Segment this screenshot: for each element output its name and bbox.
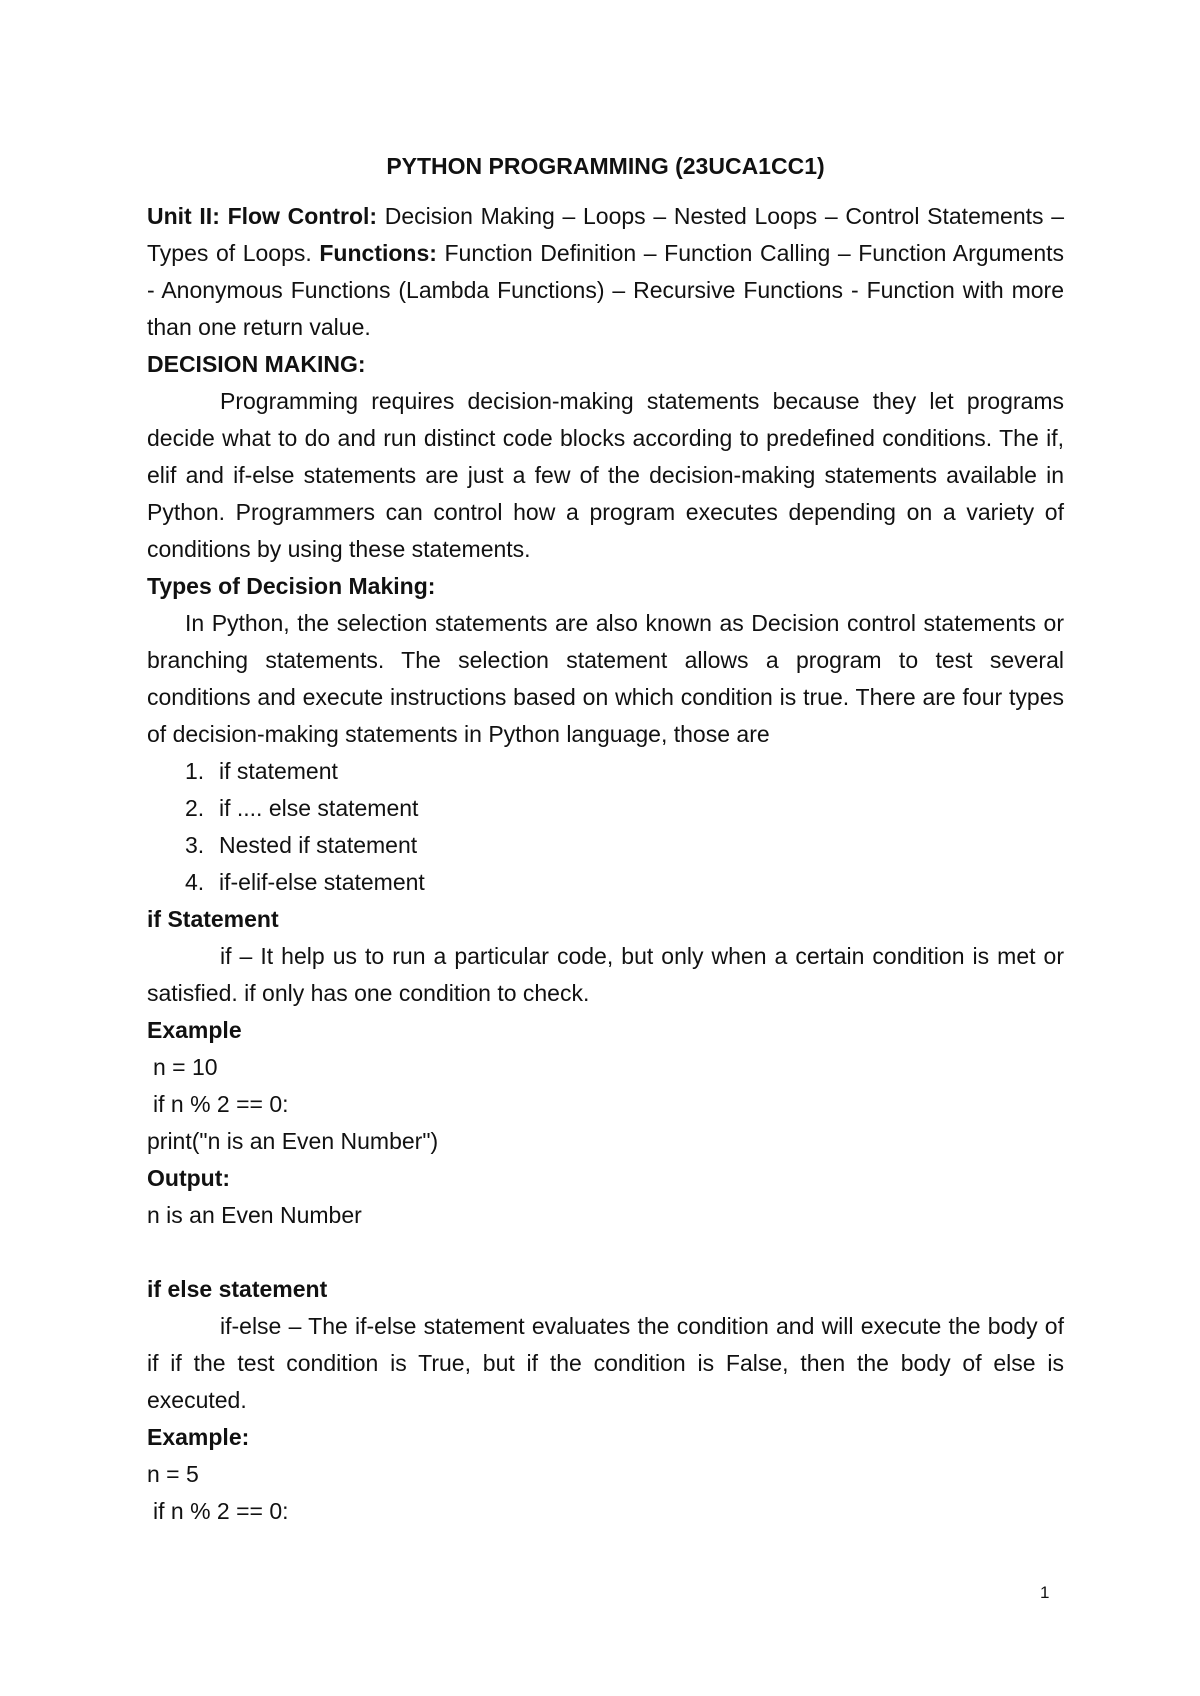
page-number: 1 [1040, 1583, 1050, 1602]
if-statement-paragraph: if – It help us to run a particular code, but only when a certain condition is met or satisfied. if only has one condition to check. [147, 943, 1064, 1006]
page-content [147, 148, 1064, 1530]
functions-label: Functions: [319, 240, 437, 266]
list-item-number: 1. [185, 758, 205, 784]
code-line: n = 5 [147, 1461, 199, 1487]
list-item-text: if statement [219, 758, 338, 784]
unit-summary [147, 198, 1064, 346]
code-line: if n % 2 == 0: [153, 1498, 289, 1524]
code-line: if n % 2 == 0: [153, 1091, 289, 1117]
if-statement-heading: if Statement [147, 906, 279, 932]
list-item-number: 4. [185, 869, 205, 895]
list-item-number: 3. [185, 832, 205, 858]
list-item-number: 2. [185, 795, 205, 821]
types-paragraph: In Python, the selection statements are also known as Decision control statements or branching statements. The selection statement allows a program to test several conditions and execute instructions based on which condition is true. There are four types of decision-making statements in Python language, those are [147, 610, 1064, 747]
functions-text: Function Definition – Function Calling – Function Arguments - Anonymous Functions (Lambda Functions) – Recursive Functions - Function with more than one return value. [147, 240, 1064, 340]
decision-making-heading: DECISION MAKING: [147, 351, 366, 377]
list-item [147, 790, 1064, 827]
flow-control-label: Flow Control: [227, 203, 378, 229]
list-item-text: if-elif-else statement [219, 869, 425, 895]
list-item [147, 753, 1064, 790]
code-line: print("n is an Even Number") [147, 1128, 439, 1154]
list-item [147, 864, 1064, 901]
flow-control-text: Decision Making – Loops – Nested Loops – Control Statements – Types of Loops. [147, 203, 1064, 266]
if-else-example-label: Example: [147, 1424, 250, 1450]
if-example-label: Example [147, 1017, 242, 1043]
output-line: n is an Even Number [147, 1202, 362, 1228]
if-else-heading: if else statement [147, 1276, 328, 1302]
list-item [147, 827, 1064, 864]
decision-types-list [147, 753, 1064, 901]
code-line: n = 10 [153, 1054, 218, 1080]
unit-label: Unit II: [147, 203, 220, 229]
decision-making-paragraph: Programming requires decision-making statements because they let programs decide what to do and run distinct code blocks according to predefined conditions. The if, elif and if-else statements are just a few of the decision-making statements available in Python. Programmers can control how a program executes depending on a variety of conditions by using these statements. [147, 388, 1064, 562]
spacer [147, 1234, 1064, 1271]
list-item-text: if .... else statement [219, 795, 419, 821]
if-else-paragraph: if-else – The if-else statement evaluates the condition and will execute the body of if if the test condition is True, but if the condition is False, then the body of else is executed. [147, 1313, 1064, 1413]
types-heading: Types of Decision Making: [147, 573, 436, 599]
list-item-text: Nested if statement [219, 832, 418, 858]
if-output-label: Output: [147, 1165, 231, 1191]
document-title: PYTHON PROGRAMMING (23UCA1CC1) [386, 153, 825, 179]
